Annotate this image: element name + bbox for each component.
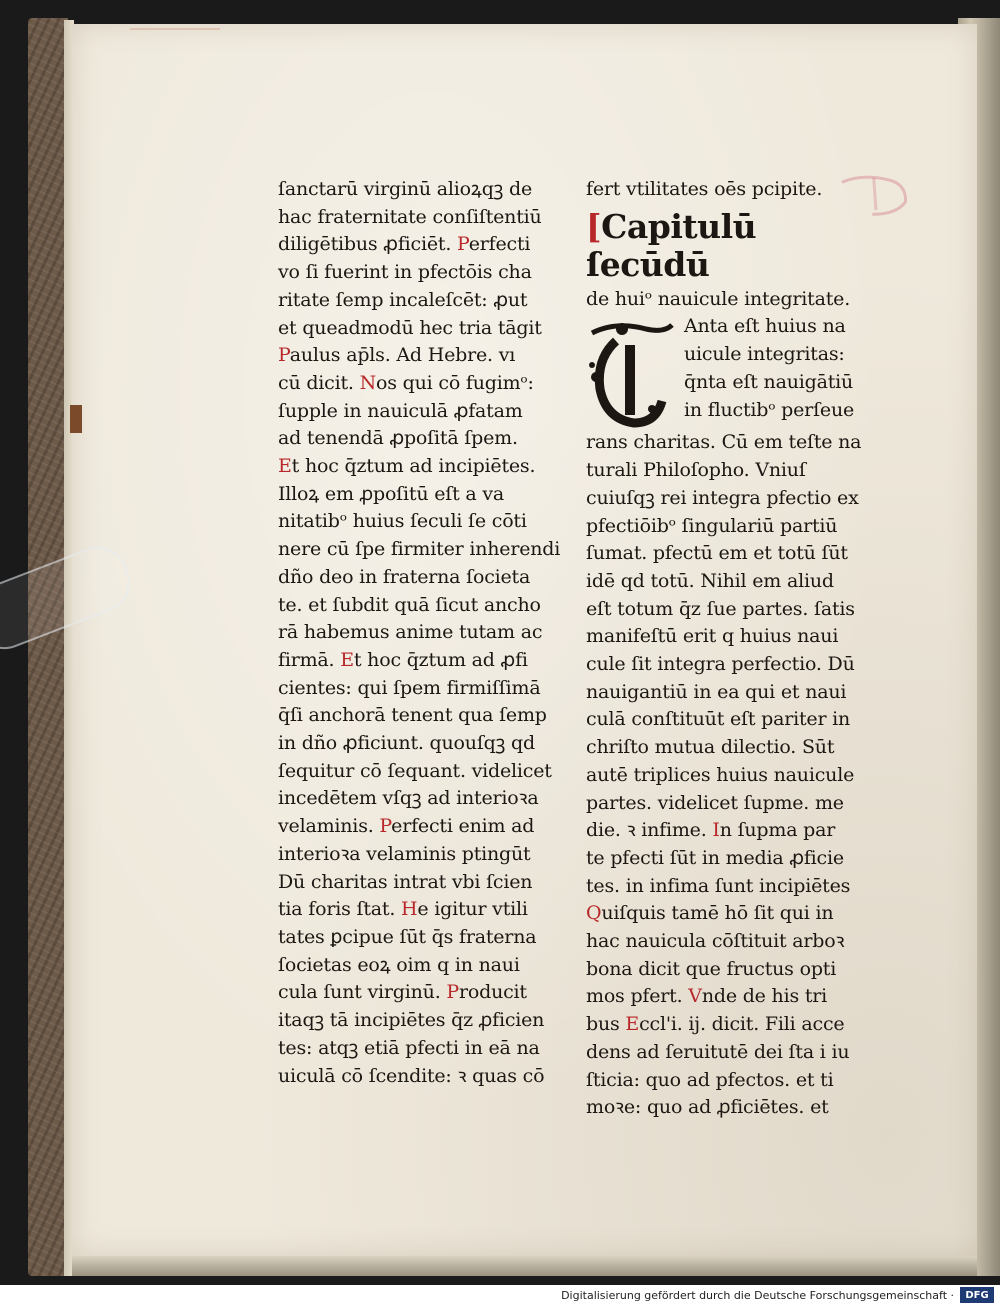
text-line: mos pfert. Vnde de his tri xyxy=(586,985,828,1008)
decorated-initial-glyph xyxy=(586,319,678,429)
text-line: vo ſi fuerint in pfectōis cha xyxy=(278,261,532,284)
rubric-letter: Q xyxy=(586,902,602,925)
initial-line: uicule integritas: xyxy=(684,343,845,366)
text-line: hac nauicula cōſtituit arboꝛ xyxy=(586,930,845,953)
text-line: ad tenendā ꝓpoſitā ſpem. xyxy=(278,427,518,450)
rubric-letter: E xyxy=(625,1013,640,1036)
book-cover-board xyxy=(28,18,68,1276)
text-line: rans charitas. Cū em teſte na xyxy=(586,431,862,454)
text-line: incedētem vſqꝫ ad interioꝛa xyxy=(278,787,539,810)
text-line: ritate ſemp incaleſcēt: ꝓut xyxy=(278,288,528,311)
text-line: cula ſunt virginū. Producit xyxy=(278,981,527,1004)
rubric-letter: P xyxy=(446,981,459,1004)
text-line: tates ꝑcipue ſūt q̄s fraterna xyxy=(278,925,537,948)
text-line: Dū charitas intrat vbi ſcien xyxy=(278,870,533,893)
text-line: diligētibus ꝓficiēt. Perfecti xyxy=(278,233,531,256)
text-line: Paulus ap̄ls. Ad Hebre. vı xyxy=(278,344,516,367)
text-line: tes. in infima ſunt incipiētes xyxy=(586,874,851,897)
text-line: cū dicit. Nos qui cō fugimᵒ: xyxy=(278,371,534,394)
chapter-pilcrow: [ xyxy=(586,206,602,246)
text-line: cuiuſqꝫ rei integra pfectio ex xyxy=(586,486,859,509)
text-line: die. ꝛ infime. In ſupma par xyxy=(586,819,836,842)
text-line: ſanctarū virginū alioꝝqꝫ de xyxy=(278,178,533,200)
rubric-letter: P xyxy=(278,344,290,367)
text-line: hac fraternitate conſiſtentiū xyxy=(278,205,542,228)
text-line: nitatibᵒ huius ſeculi ſe cōti xyxy=(278,510,527,533)
rubric-letter: N xyxy=(359,371,377,394)
text-line: cientes: qui ſpem firmiſſimā xyxy=(278,676,541,699)
right-text-column xyxy=(586,176,881,1122)
bookmark-strip xyxy=(70,405,82,433)
text-line: ſupple in nauiculā ꝓfatam xyxy=(278,399,523,422)
text-line: rā habemus anime tutam ac xyxy=(278,621,543,644)
rubric-letter: P xyxy=(457,233,469,256)
text-line: bus Eccl'i. ij. dicit. Fili acce xyxy=(586,1013,845,1036)
rubric-letter: H xyxy=(401,898,418,921)
text-line: et queadmodū hec tria tāgit xyxy=(278,316,542,339)
text-line: tes: atqꝫ etiā pfecti in eā na xyxy=(278,1036,540,1059)
rubric-letter: I xyxy=(712,819,720,842)
text-line: q̄ſi anchorā tenent qua ſemp xyxy=(278,704,547,727)
text-line: turali Philoſopho. Vniuſ xyxy=(586,459,806,482)
text-line: ſticia: quo ad pfectos. et ti xyxy=(586,1068,834,1091)
initial-line: Anta eſt huius na xyxy=(684,315,846,338)
chapter-heading xyxy=(586,208,881,284)
initial-block xyxy=(586,313,881,429)
text-line: velaminis. Perfecti enim ad xyxy=(278,815,535,838)
text-line: nere cū ſpe firmiter inherendi xyxy=(278,538,561,561)
chapter-subheading: de huiᵒ nauicule integritate. xyxy=(586,287,851,310)
text-line: ſocietas eoꝝ oim q in naui xyxy=(278,953,520,976)
text-line: bona dicit que fructus opti xyxy=(586,957,837,980)
text-line: idē qd totū. Nihil em aliud xyxy=(586,569,834,592)
right-body-lines xyxy=(586,429,881,1122)
text-line: autē triplices huius nauicule xyxy=(586,763,855,786)
text-line: Et hoc q̄ztum ad incipiētes. xyxy=(278,455,536,478)
text-line: culā conſtituūt eſt pariter in xyxy=(586,708,851,731)
initial-line: in fluctibᵒ perſeue xyxy=(684,398,855,421)
text-line: chriſto mutua dilectio. Sūt xyxy=(586,736,835,759)
text-line: interioꝛa velaminis ptingūt xyxy=(278,842,531,865)
initial-line: q̄nta eſt nauigātiū xyxy=(684,370,854,393)
text-line: ſumat. pfectū em et totū ſūt xyxy=(586,542,848,565)
dfg-logo: DFG xyxy=(960,1287,994,1303)
text-line: ſequitur cō ſequant. videlicet xyxy=(278,759,552,782)
text-line: partes. videlicet ſupme. me xyxy=(586,791,844,814)
rubric-letter: E xyxy=(340,648,354,671)
text-line: moꝛe: quo ad ꝓficiētes. et xyxy=(586,1096,829,1119)
margin-ink-mark xyxy=(130,28,220,50)
page-bottom-edge xyxy=(72,1256,977,1276)
chapter-heading-text: Capitulū ſecūdū xyxy=(586,206,757,284)
left-text-column xyxy=(278,176,578,1090)
text-line: cule ſit integra perfectio. Dū xyxy=(586,653,855,676)
text-line: uiculā cō ſcendite: ꝛ quas cō xyxy=(278,1064,545,1087)
text-line: in dño ꝓficiunt. quouſqꝫ qd xyxy=(278,732,535,755)
text-line: manifeſtū erit q huius naui xyxy=(586,625,839,648)
text-line: te. et ſubdit quā ſicut ancho xyxy=(278,593,541,616)
decorated-initial xyxy=(586,319,678,429)
text-line: firmā. Et hoc q̄ztum ad ꝓfi xyxy=(278,648,528,671)
digitization-credit: Digitalisierung gefördert durch die Deutsche Forschungsgemeinschaft · xyxy=(561,1289,954,1302)
rubric-letter: V xyxy=(688,985,702,1008)
text-line: Illoꝝ em ꝓpoſitū eſt a va xyxy=(278,482,504,505)
text-line: itaqꝫ tā incipiētes q̄z ꝓficien xyxy=(278,1009,545,1032)
text-line: dño deo in fraterna ſocieta xyxy=(278,565,531,588)
rubric-letter: P xyxy=(379,815,392,838)
text-line: Quiſquis tamē hō ſit qui in xyxy=(586,902,834,925)
text-line: eſt totum q̄z ſue partes. ſatis xyxy=(586,597,855,620)
text-line: nauigantiū in ea qui et naui xyxy=(586,680,847,703)
text-line: dens ad ſeruitutē dei ſta i iu xyxy=(586,1040,850,1063)
text-line: tia foris ſtat. He igitur vtili xyxy=(278,898,528,921)
text-line: te pfecti ſūt in media ꝓficie xyxy=(586,846,844,869)
right-first-line: fert vtilitates oēs pcipite. xyxy=(586,178,823,200)
rubric-letter: E xyxy=(278,455,292,478)
text-line: pfectiōibᵒ ſingulariū partiū xyxy=(586,514,838,537)
